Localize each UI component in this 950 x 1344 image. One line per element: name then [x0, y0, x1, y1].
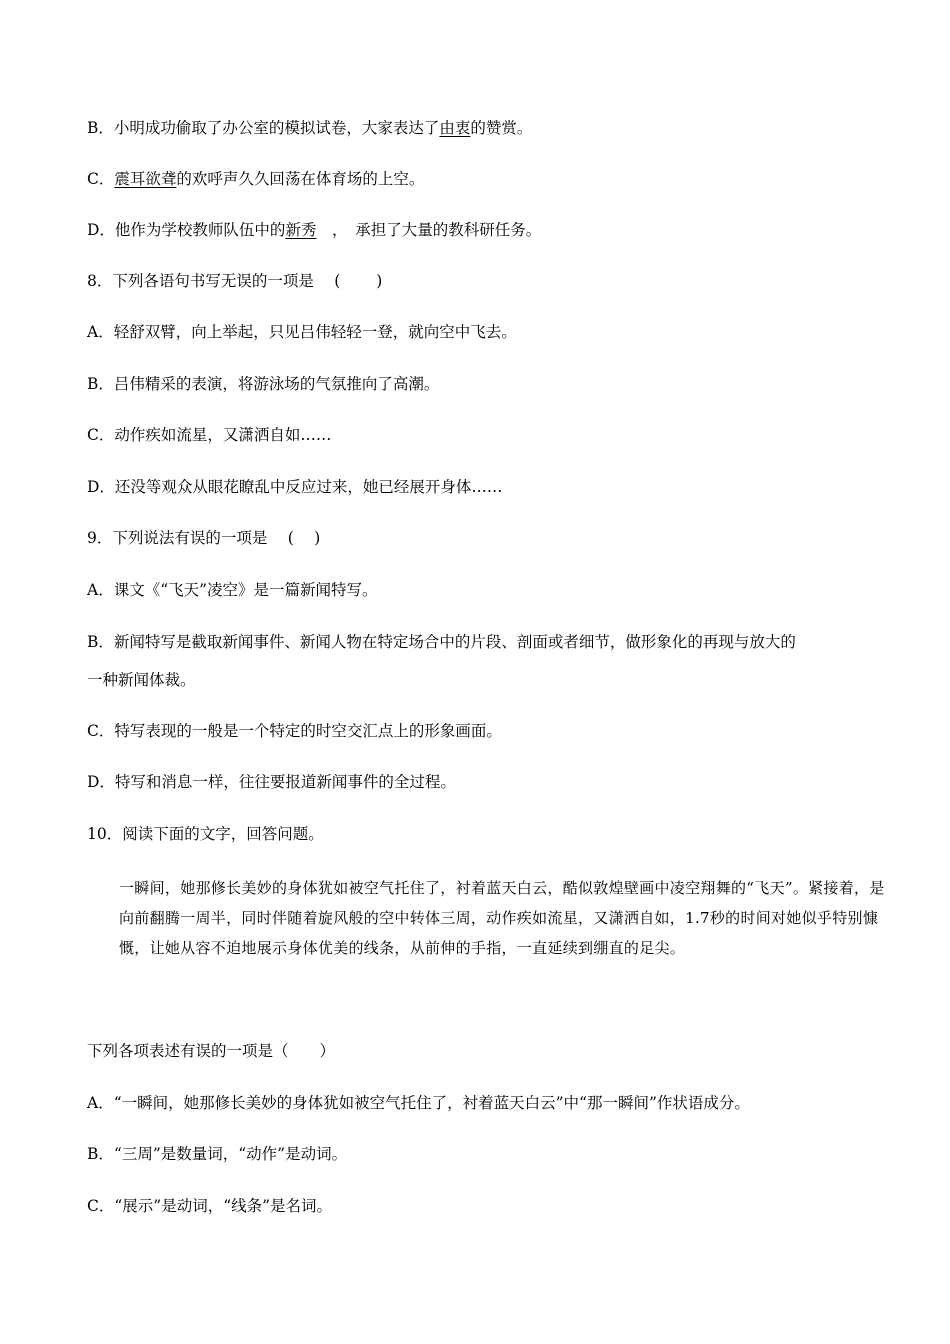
q10-passage: 一瞬间，她那修长美妙的身体犹如被空气托住了，衬着蓝天白云，酷似敦煌壁画中凌空翔舞的“飞天”。紧接着，是向前翻腾一周半，同时伴随着旋风般的空中转体三周，动作疾如流星，又潇洒自如，1.7秒的时间对她似乎特别慷慨，让她从容不迫地展示身体优美的线条，从前伸的手指，一直延续到绷直的足尖。: [119, 879, 885, 957]
q7-option-c-suffix: 的欢呼声久久回荡在体育场的上空。: [176, 170, 425, 188]
q7-option-d-suffix: ， 承担了大量的教科研任务。: [316, 221, 542, 239]
q10-sub-stem: 下列各项表述有误的一项是（ ）: [87, 1042, 336, 1060]
q9-option-b-line2: 一种新闻体裁。: [87, 671, 196, 689]
q7-option-c-underlined: 震耳欲聋: [114, 170, 177, 188]
q8-option-b: B．吕伟精采的表演，将游泳场的气氛推向了高潮。: [87, 375, 440, 393]
q7-option-c-prefix: C．: [87, 170, 115, 188]
q8-option-c: C．动作疾如流星，又潇洒自如……: [87, 426, 332, 444]
q10-stem: 10．阅读下面的文字，回答问题。: [87, 825, 324, 843]
q10-option-a: A．“一瞬间，她那修长美妙的身体犹如被空气托住了，衬着蓝天白云”中“那一瞬间”作状语成分。: [87, 1094, 750, 1112]
q10-option-c: C．“展示”是动词，“线条”是名词。: [87, 1197, 333, 1215]
q9-option-b-line1: B．新闻特写是截取新闻事件、新闻人物在特定场合中的片段、剖面或者细节，做形象化的再现与放大的: [87, 633, 796, 651]
q7-option-d: [87, 219, 870, 241]
q7-option-b: [87, 117, 870, 139]
q7-option-d-underlined: 新秀: [285, 221, 317, 239]
q8-option-a: A．轻舒双臂，向上举起，只见吕伟轻轻一登，就向空中飞去。: [87, 323, 517, 341]
q7-option-b-suffix: 的赞赏。: [470, 119, 533, 137]
q10-option-b: B．“三周”是数量词，“动作”是动词。: [87, 1145, 348, 1163]
q9-option-a: A．课文《“飞天”凌空》是一篇新闻特写。: [87, 581, 378, 599]
q7-option-c: [87, 168, 870, 190]
q9-option-d: D．特写和消息一样，往往要报道新闻事件的全过程。: [87, 773, 456, 791]
q8-option-d: D．还没等观众从眼花瞭乱中反应过来，她已经展开身体……: [87, 478, 503, 496]
q9-option-c: C．特写表现的一般是一个特定的时空交汇点上的形象画面。: [87, 722, 502, 740]
q7-option-b-underlined: 由衷: [439, 119, 471, 137]
q7-option-b-prefix: B．小明成功偷取了办公室的模拟试卷，大家表达了: [87, 119, 440, 137]
q9-stem: 9．下列说法有误的一项是 ( ): [87, 529, 321, 547]
q8-stem: 8．下列各语句书写无误的一项是 ( ): [87, 272, 383, 290]
q7-option-d-prefix: D．他作为学校教师队伍中的: [87, 221, 286, 239]
